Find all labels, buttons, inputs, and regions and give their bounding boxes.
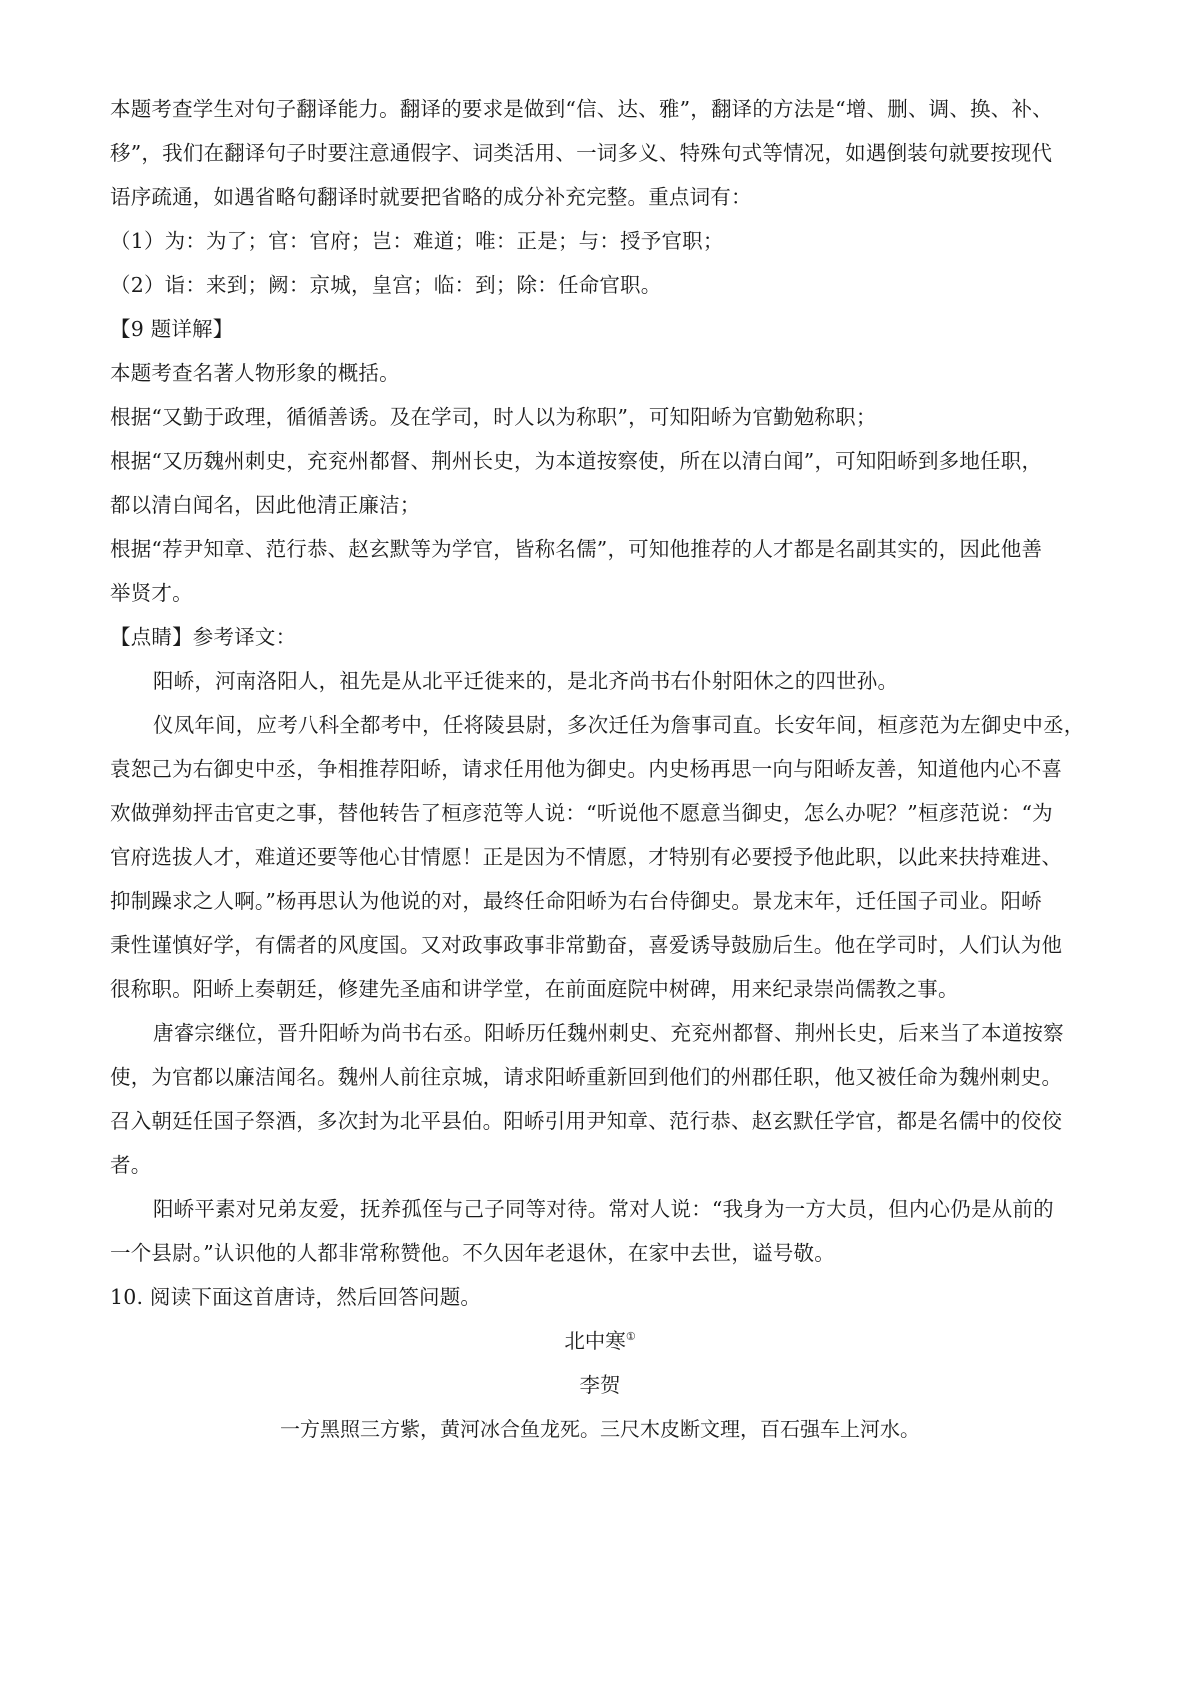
key-words-1: （1）为：为了；官：官府；岂：难道；唯：正是；与：授予官职； [110,229,724,253]
translation-para-3-line-2: 使，为官都以廉洁闻名。魏州人前往京城，请求阳峤重新回到他们的州郡任职，他又被任命为魏州刺史。 [110,1065,1063,1089]
translation-para-4-line-1: 阳峤平素对兄弟友爱，抚养孤侄与己子同等对待。常对人说：“我身为一方大员，但内心仍是从前的 [153,1197,1054,1221]
translation-para-2-line-3: 欢做弹劾抨击官吏之事，替他转告了桓彦范等人说：“听说他不愿意当御史，怎么办呢？”桓彦范说：“为 [110,801,1053,825]
translation-para-2-line-4: 官府选拔人才，难道还要等他心甘情愿！正是因为不情愿，才特别有必要授予他此职，以此来扶持难进、 [110,845,1063,869]
translation-para-3-line-1: 唐睿宗继位，晋升阳峤为尚书右丞。阳峤历任魏州刺史、充兖州都督、荆州长史，后来当了本道按察 [153,1021,1064,1045]
poem-author: 李贺 [579,1373,621,1397]
poem-line-1: 一方黑照三方紫，黄河冰合鱼龙死。三尺木皮断文理，百石强车上河水。 [280,1417,920,1441]
q9-intro: 本题考查名著人物形象的概括。 [110,361,400,385]
translation-para-2-line-6: 秉性谨慎好学，有儒者的风度国。又对政事政事非常勤奋，喜爱诱导鼓励后生。他在学司时，人们认为他 [110,933,1063,957]
translation-para-2-line-5: 抑制躁求之人啊。”杨再思认为他说的对，最终任命阳峤为右台侍御史。景龙末年，迁任国子司业。阳峤 [110,889,1042,913]
q9-heading: 【9 题详解】 [110,317,234,341]
poem-title [0,1327,1200,1355]
analysis-line-2: 移”，我们在翻译句子时要注意通假字、词类活用、一词多义、特殊句式等情况，如遇倒装句就要按现代 [110,141,1053,165]
poem-title-text: 北中寒 [564,1329,626,1353]
q9-reason-2b: 都以清白闻名，因此他清正廉洁； [110,493,421,517]
q9-reason-3b: 举贤才。 [110,581,193,605]
translation-para-2-line-1: 仪凤年间，应考八科全都考中，任将陵县尉，多次迁任为詹事司直。长安年间，桓彦范为左御史中丞， [153,713,1085,737]
question-10-prompt: 10. 阅读下面这首唐诗，然后回答问题。 [110,1285,482,1309]
q9-reason-1: 根据“又勤于政理，循循善诱。及在学司，时人以为称职”，可知阳峤为官勤勉称职； [110,405,877,429]
translation-para-2-line-2: 袁恕己为右御史中丞，争相推荐阳峤，请求任用他为御史。内史杨再思一向与阳峤友善，知道他内心不喜 [110,757,1063,781]
translation-para-3-line-4: 者。 [110,1153,152,1177]
translation-para-1: 阳峤，河南洛阳人，祖先是从北平迁徙来的，是北齐尚书右仆射阳休之的四世孙。 [153,669,899,693]
analysis-line-3: 语序疏通，如遇省略句翻译时就要把省略的成分补充完整。重点词有： [110,185,752,209]
translation-para-3-line-3: 召入朝廷任国子祭酒，多次封为北平县伯。阳峤引用尹知章、范行恭、赵玄默任学官，都是名儒中的佼佼 [110,1109,1063,1133]
analysis-line-1: 本题考查学生对句子翻译能力。翻译的要求是做到“信、达、雅”，翻译的方法是“增、删、调、换、补、 [110,97,1053,121]
key-words-2: （2）诣：来到；阙：京城，皇宫；临：到；除：任命官职。 [110,273,662,297]
translation-heading: 【点睛】参考译文： [110,625,297,649]
q9-reason-3a: 根据“荐尹知章、范行恭、赵玄默等为学官，皆称名儒”，可知他推荐的人才都是名副其实的，因此他善 [110,537,1043,561]
translation-para-2-line-7: 很称职。阳峤上奏朝廷，修建先圣庙和讲学堂，在前面庭院中树碑，用来纪录崇尚儒教之事。 [110,977,959,1001]
poem-footnote-marker: ① [625,1330,636,1343]
translation-para-4-line-2: 一个县尉。”认识他的人都非常称赞他。不久因年老退休，在家中去世，谥号敬。 [110,1241,835,1265]
q9-reason-2a: 根据“又历魏州刺史，充兖州都督、荆州长史，为本道按察使，所在以清白闻”，可知阳峤到多地任职， [110,449,1043,473]
